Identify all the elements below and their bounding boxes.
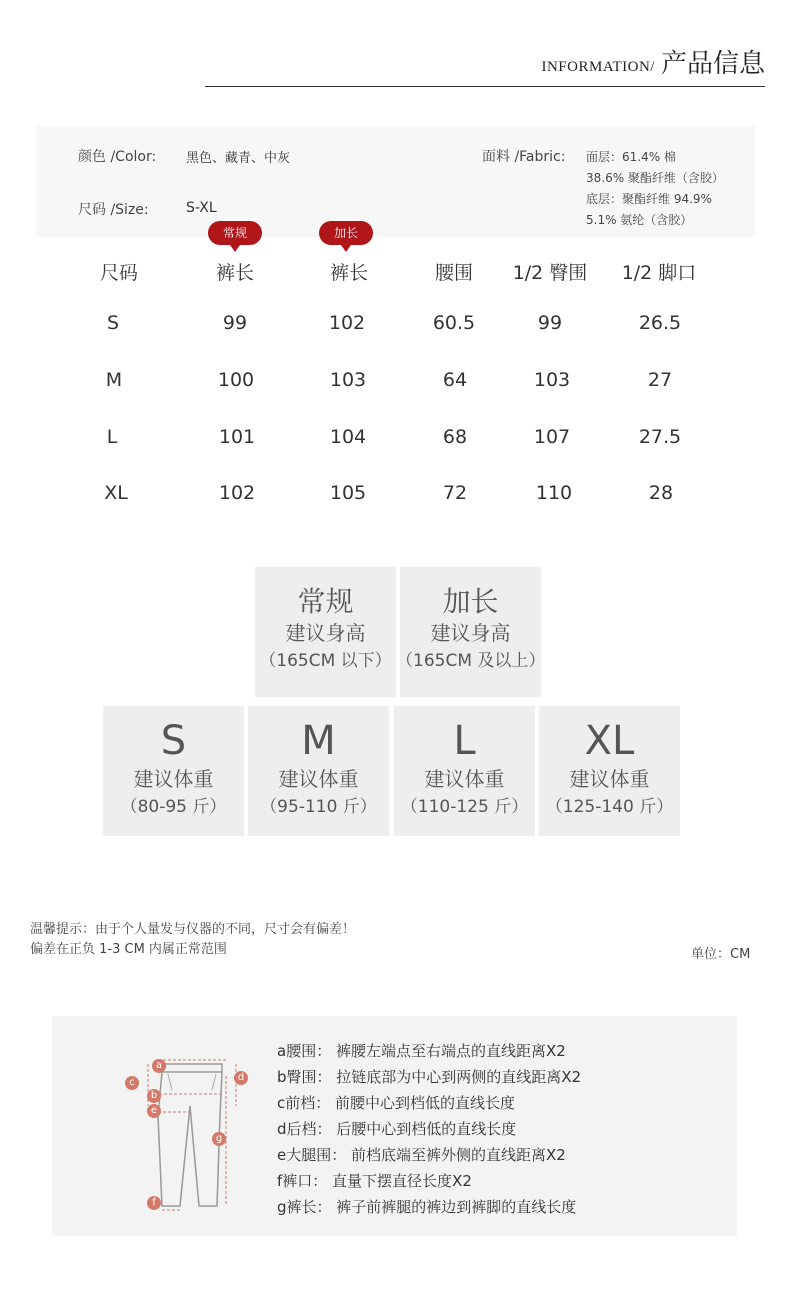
table-cell: XL	[104, 482, 128, 504]
fabric-line: 5.1% 氨纶（含胶）	[586, 213, 693, 227]
tip-text: 温馨提示：由于个人量发与仪器的不同，尺寸会有偏差！	[30, 922, 356, 937]
table-cell: 101	[218, 426, 256, 448]
header-english: INFORMATION/	[541, 59, 655, 75]
weight-box-range: （125-140 斤）	[545, 797, 674, 817]
weight-box-size: S	[160, 718, 187, 764]
long-length-tag: 加长	[319, 221, 373, 245]
weight-box-size: L	[453, 718, 476, 764]
marker-f: f	[147, 1196, 161, 1210]
fabric-label: 面料 /Fabric:	[482, 149, 566, 165]
table-cell: 99	[537, 312, 563, 334]
table-cell: 100	[217, 369, 255, 391]
table-cell: 104	[329, 426, 367, 448]
table-cell: 110	[535, 482, 573, 504]
table-cell: 28	[648, 482, 674, 504]
weight-box-range: （110-125 斤）	[400, 797, 529, 817]
height-box-subtitle: 建议身高	[285, 621, 366, 645]
height-box-title: 加长	[442, 585, 499, 618]
table-cell: 27.5	[638, 426, 682, 448]
weight-box-range: （95-110 斤）	[260, 797, 377, 817]
measurement-guide	[52, 1016, 737, 1236]
table-cell: 27	[647, 369, 673, 391]
weight-box-subtitle: 建议体重	[278, 767, 359, 791]
color-value: 黑色、藏青、中灰	[186, 151, 291, 166]
table-header: 裤长	[215, 262, 254, 284]
weight-box-subtitle: 建议体重	[569, 767, 650, 791]
fabric-line: 38.6% 聚酯纤维（含胶）	[586, 171, 724, 185]
header-chinese: 产品信息	[660, 49, 765, 79]
table-cell: L	[106, 426, 118, 448]
weight-box-subtitle: 建议体重	[133, 767, 214, 791]
section-header	[541, 40, 765, 80]
guide-line-waist: a腰围： 裤腰左端点至右端点的直线距离X2	[277, 1042, 566, 1060]
product-info-box	[36, 126, 755, 237]
height-box-range: （165CM 以下）	[259, 651, 392, 671]
fabric-line: 面层：61.4% 棉	[586, 150, 676, 164]
guide-line-hip: b臀围： 拉链底部为中心到两侧的直线距离X2	[277, 1068, 582, 1086]
color-label: 颜色 /Color:	[78, 149, 157, 165]
table-cell: 103	[533, 369, 571, 391]
guide-line-length: g裤长： 裤子前裤腿的裤边到裤脚的直线长度	[277, 1198, 577, 1216]
table-header: 尺码	[99, 262, 138, 284]
marker-a: a	[152, 1059, 166, 1073]
marker-g: g	[212, 1132, 226, 1146]
marker-e: e	[147, 1104, 161, 1118]
fabric-line: 底层：聚酯纤维 94.9%	[586, 192, 712, 206]
table-cell: 26.5	[638, 312, 682, 334]
table-cell: 103	[329, 369, 367, 391]
table-cell: S	[106, 312, 120, 334]
height-box-regular	[255, 567, 396, 697]
table-header: 腰围	[434, 262, 473, 284]
table-header: 1/2 脚口	[621, 262, 697, 284]
height-box-range: （165CM 及以上）	[396, 651, 546, 671]
weight-box-subtitle: 建议体重	[424, 767, 505, 791]
unit-text: 单位：CM	[691, 947, 751, 962]
table-cell: M	[105, 369, 123, 391]
height-box-long	[396, 567, 546, 697]
table-header: 裤长	[329, 262, 368, 284]
table-cell: 99	[222, 312, 248, 334]
header-divider	[205, 86, 765, 87]
guide-line-back-rise: d后档： 后腰中心到档低的直线长度	[277, 1120, 517, 1138]
weight-box-xl	[539, 706, 680, 836]
tolerance-text: 偏差在正负 1-3 CM 内属正常范围	[30, 942, 227, 957]
weight-box-l	[394, 706, 535, 836]
guide-line-front-rise: c前档： 前腰中心到档低的直线长度	[277, 1094, 516, 1112]
weight-box-size: XL	[584, 718, 635, 764]
guide-line-thigh: e大腿围： 前档底端至裤外侧的直线距离X2	[277, 1146, 566, 1164]
table-cell: 60.5	[432, 312, 476, 334]
weight-box-range: （80-95 斤）	[120, 797, 227, 817]
guide-line-hem: f裤口： 直量下摆直径长度X2	[277, 1172, 472, 1190]
height-box-title: 常规	[297, 585, 354, 618]
regular-length-tag: 常规	[208, 221, 262, 245]
table-cell: 64	[442, 369, 468, 391]
table-cell: 68	[442, 426, 468, 448]
marker-c: c	[125, 1076, 139, 1090]
weight-box-size: M	[301, 718, 336, 764]
table-header: 1/2 臀围	[512, 262, 588, 284]
height-box-subtitle: 建议身高	[430, 621, 511, 645]
weight-box-s	[103, 706, 244, 836]
table-cell: 105	[329, 482, 367, 504]
size-value: S-XL	[186, 200, 217, 216]
marker-d: d	[234, 1071, 248, 1085]
weight-box-m	[248, 706, 389, 836]
table-cell: 102	[218, 482, 256, 504]
table-cell: 72	[442, 482, 468, 504]
marker-b: b	[147, 1089, 161, 1103]
table-cell: 102	[328, 312, 366, 334]
table-cell: 107	[533, 426, 571, 448]
size-label: 尺码 /Size:	[78, 202, 149, 218]
